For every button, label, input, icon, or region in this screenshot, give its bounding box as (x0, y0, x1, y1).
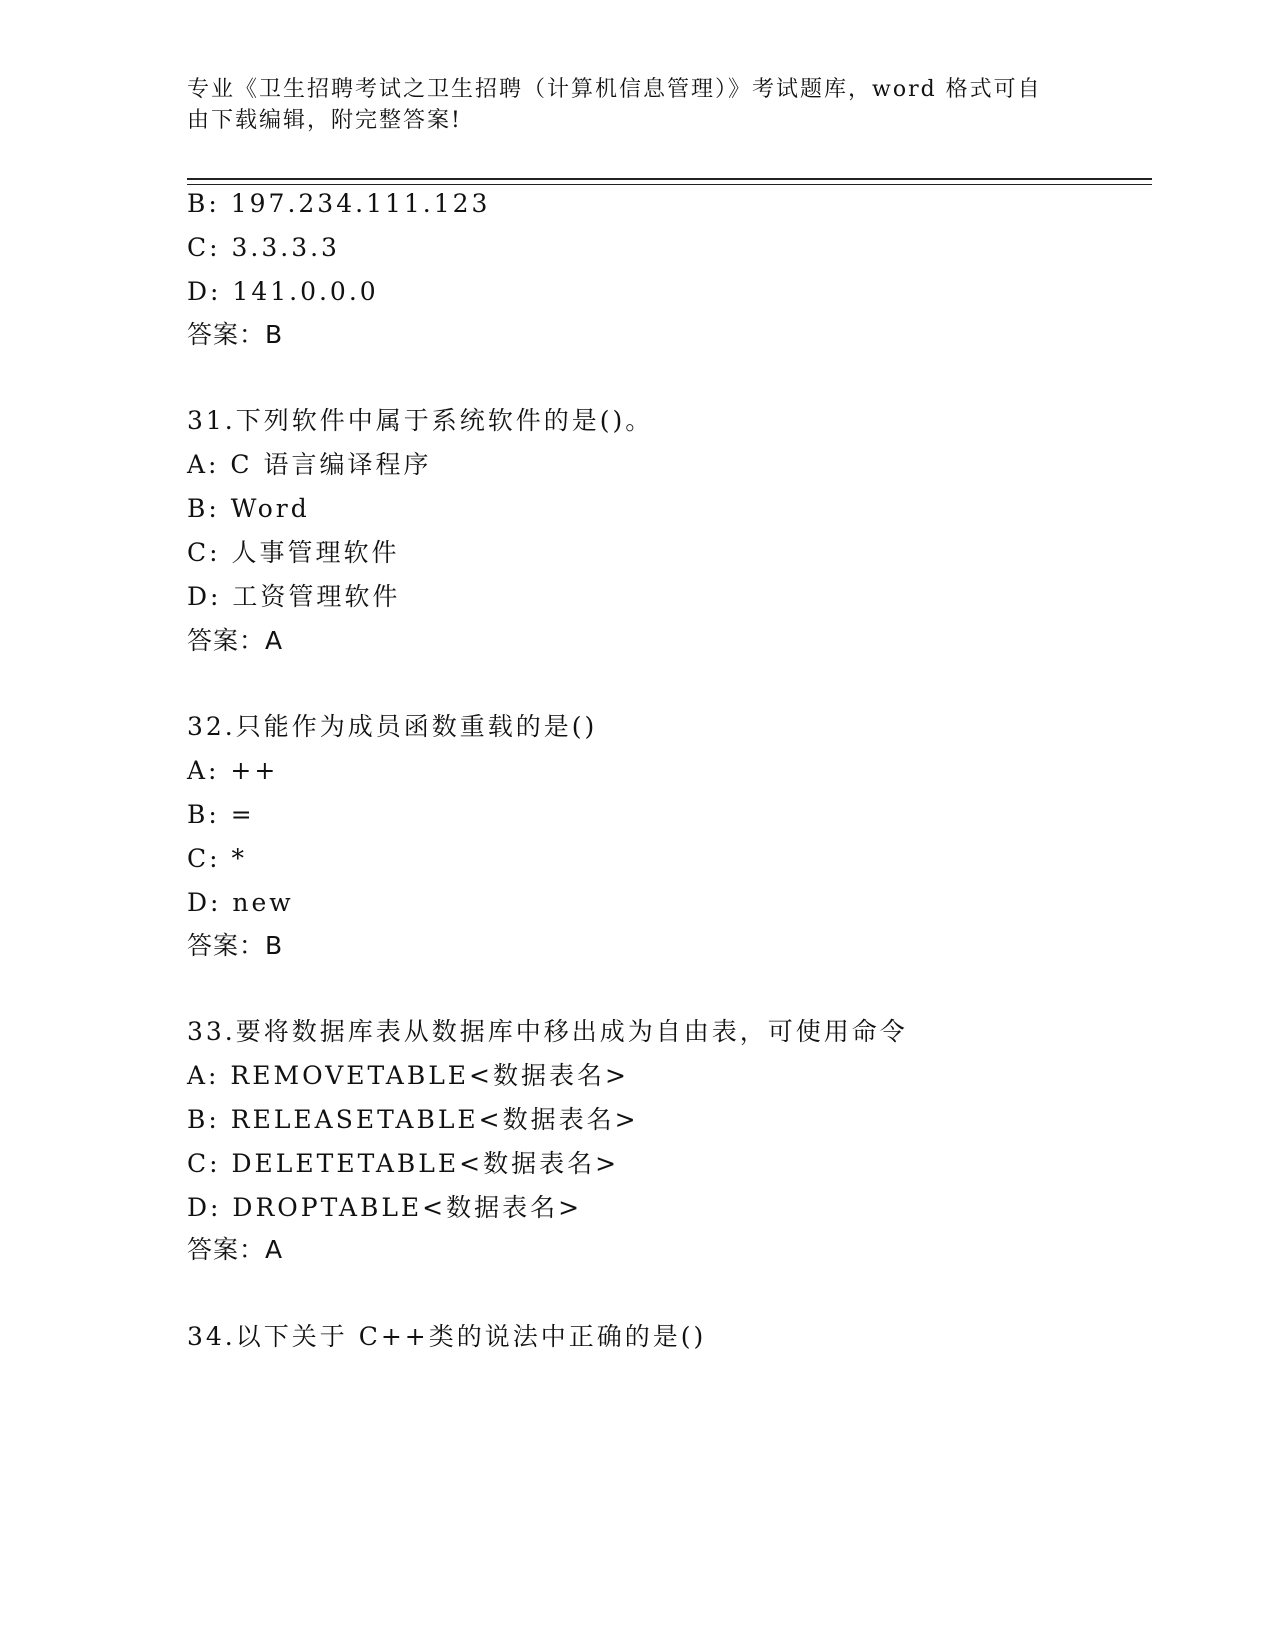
option-b: B: = (187, 800, 255, 829)
answer: 答案：B (187, 931, 284, 960)
question-stem-34: 34.以下关于 C++类的说法中正确的是() (187, 1322, 707, 1351)
question-stem-33: 33.要将数据库表从数据库中移出成为自由表，可使用命令 (187, 1017, 908, 1046)
header-line-2: 由下载编辑，附完整答案! (187, 108, 462, 133)
header-divider-thin (187, 184, 1152, 185)
answer: 答案：A (187, 1235, 284, 1264)
question-stem-31: 31.下列软件中属于系统软件的是()。 (187, 406, 654, 435)
option-c: C: 人事管理软件 (187, 538, 400, 567)
answer: 答案：A (187, 626, 284, 655)
option-d: D: 141.0.0.0 (187, 277, 379, 306)
option-a: A: C 语言编译程序 (187, 450, 432, 479)
header-divider (187, 178, 1152, 180)
option-b: B: RELEASETABLE<数据表名> (187, 1105, 639, 1134)
option-d: D: DROPTABLE<数据表名> (187, 1193, 583, 1222)
answer: 答案：B (187, 320, 284, 349)
option-c: C: 3.3.3.3 (187, 233, 340, 262)
document-header (187, 74, 1067, 136)
option-a: A: ++ (187, 756, 279, 785)
option-a: A: REMOVETABLE<数据表名> (187, 1061, 629, 1090)
option-b: B: Word (187, 494, 310, 523)
option-c: C: * (187, 844, 247, 873)
question-stem-32: 32.只能作为成员函数重载的是() (187, 712, 598, 741)
option-d: D: new (187, 888, 294, 917)
option-c: C: DELETETABLE<数据表名> (187, 1149, 620, 1178)
header-line-1: 专业《卫生招聘考试之卫生招聘（计算机信息管理）》考试题库，word 格式可自 (187, 77, 1042, 102)
option-b: B: 197.234.111.123 (187, 189, 491, 218)
option-d: D: 工资管理软件 (187, 582, 401, 611)
